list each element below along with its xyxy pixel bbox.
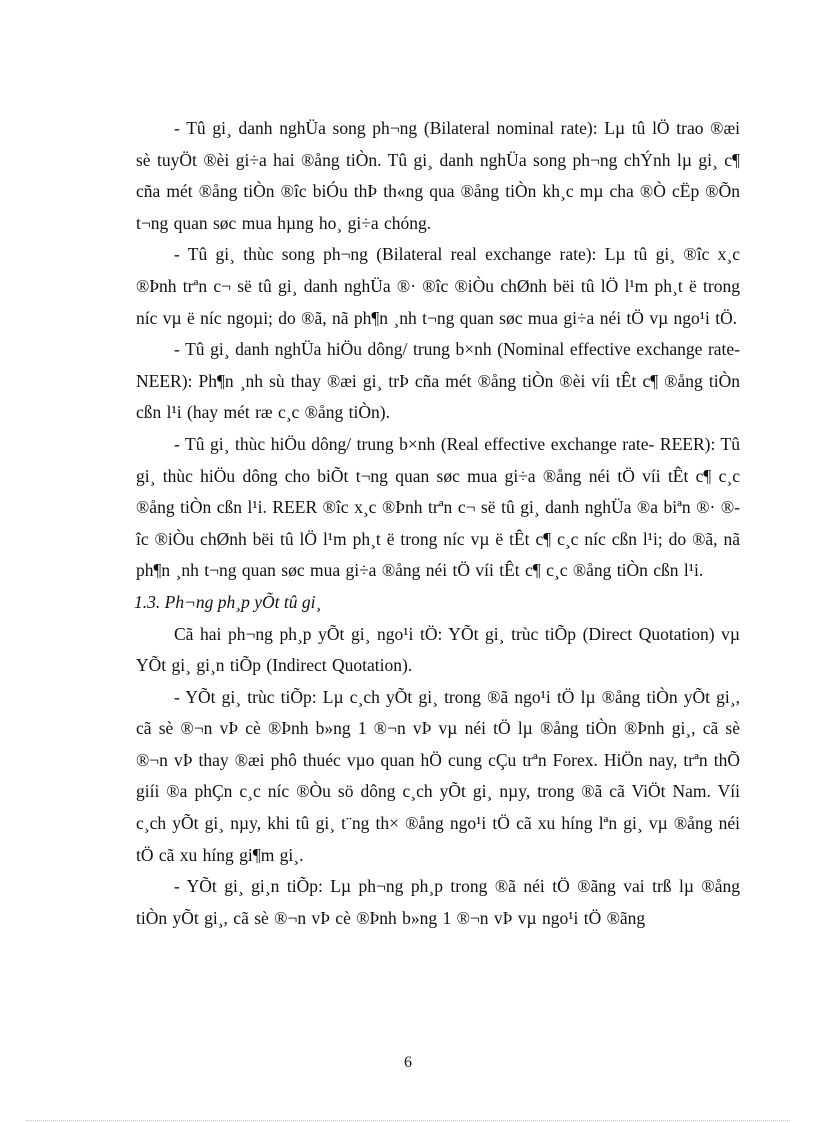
paragraph-reer: - Tû gi¸ thùc hiÖu dông/ trung b×nh (Real effective exchange rate- REER): Tû gi¸ thùc hiÖu dông cho biÕt t¬ng quan søc mua gi÷a ®ång néi tÖ víi tÊt c¶ c¸c ®ång tiÒn cßn l¹i. REER ®îc x¸c ®Þnh trªn c¬ së tû gi¸ danh nghÜa ®a biªn ®· ®îc ®iÒu chØnh bëi tû lÖ l¹m ph¸t ë trong níc vµ ë tÊt c¶ c¸c níc cßn l¹i; do ®ã, nã ph¶n ¸nh t¬ng quan søc mua gi÷a ®ång néi tÖ víi tÊt c¶ c¸c ®ång tiÒn cßn l¹i. [136, 433, 740, 581]
paragraph-direct-quotation: - YÕt gi¸ trùc tiÕp: Lµ c¸ch yÕt gi¸ trong ®ã ngo¹i tÖ lµ ®ång tiÒn yÕt gi¸, cã sè ®¬n vÞ cè ®Þnh b»ng 1 ®¬n vÞ vµ néi tÖ lµ ®ång tiÒn ®Þnh gi¸, cã sè ®¬n vÞ thay ®æi phô thuéc vµo quan hÖ cung cÇu trªn Forex. HiÖn nay, trªn thÕ giíi ®a phÇn c¸c níc ®Òu sö dông c¸ch yÕt gi¸ nµy, trong ®ã cã ViÖt Nam. Víi c¸ch yÕt gi¸ nµy, khi tû gi¸ t¨ng th× ®ång ngo¹i tÖ cã xu híng lªn gi¸ vµ ®ång néi tÖ cã xu híng gi¶m gi¸. [136, 686, 740, 865]
paragraph-bilateral-real-rate: - Tû gi¸ thùc song ph¬ng (Bilateral real exchange rate): Lµ tû gi¸ ®îc x¸c ®Þnh trªn c¬ së tû gi¸ danh nghÜa ®· ®îc ®iÒu chØnh bëi tû lÖ l¹m ph¸t ë trong níc vµ ë níc ngoµi; do ®ã, nã ph¶n ¸nh t¬ng quan søc mua gi÷a néi tÖ vµ ngo¹i tÖ. [136, 244, 740, 328]
paragraph-neer: - Tû gi¸ danh nghÜa hiÖu dông/ trung b×nh (Nominal effective exchange rate- NEER): Ph¶n ¸nh sù thay ®æi gi¸ trÞ cña mét ®ång tiÒn ®èi víi tÊt c¶ ®ång tiÒn cßn l¹i (hay mét ræ c¸c ®ång tiÒn). [136, 339, 740, 423]
paragraph-indirect-quotation: - YÕt gi¸ gi¸n tiÕp: Lµ ph¬ng ph¸p trong ®ã néi tÖ ®ãng vai trß lµ ®ång tiÒn yÕt gi¸, cã sè ®¬n vÞ cè ®Þnh b»ng 1 ®¬n vÞ vµ ngo¹i tÖ ®ãng [136, 876, 740, 928]
body-text [136, 113, 740, 934]
page-bottom-divider [26, 1120, 790, 1121]
paragraph-quotation-methods: Cã hai ph¬ng ph¸p yÕt gi¸ ngo¹i tÖ: YÕt gi¸ trùc tiÕp (Direct Quotation) vµ YÕt gi¸ gi¸n tiÕp (Indirect Quotation). [136, 623, 740, 676]
paragraph-bilateral-nominal-rate: - Tû gi¸ danh nghÜa song ph¬ng (Bilateral nominal rate): Lµ tû lÖ trao ®æi sè tuyÖt ®èi gi÷a hai ®ång tiÒn. Tû gi¸ danh nghÜa song ph¬ng chÝnh lµ gi¸ c¶ cña mét ®ång tiÒn ®îc biÓu thÞ th«ng qua ®ång tiÒn kh¸c mµ cha ®Ò cËp ®Õn t¬ng quan søc mua hµng ho¸ gi÷a chóng. [136, 118, 740, 233]
page-number: 6 [404, 1054, 412, 1071]
section-heading: 1.3. Ph¬ng ph¸p yÕt tû gi¸ [134, 591, 322, 612]
